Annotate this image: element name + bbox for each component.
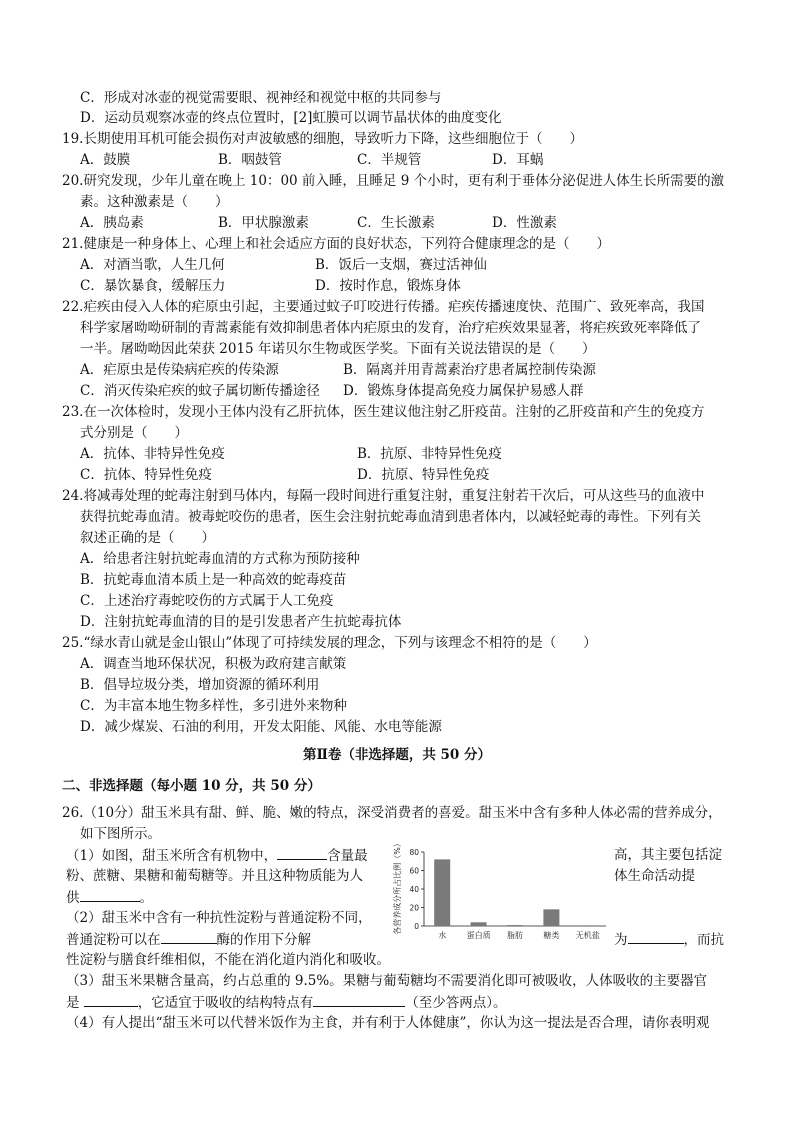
q26-sub2-text-f: 性淀粉与膳食纤维相似，不能在消化道内消化和吸收。: [66, 952, 390, 968]
q24-option-a: A．给患者注射抗蛇毒血清的方式称为预防接种: [80, 551, 360, 567]
q23-option-b: B．抗原、非特异性免疫: [357, 446, 502, 462]
category-label: 脂肪: [507, 931, 523, 940]
y-tick-label: 40: [409, 885, 419, 894]
q24-option-c: C．上述治疗毒蛇咬伤的方式属于人工免疫: [80, 593, 334, 609]
q22-option-d: D．锻炼身体提高免疫力属保护易感人群: [343, 383, 584, 399]
section-2-heading: 二、非选择题（每小题 10 分，共 50 分）: [62, 778, 321, 794]
answer-blank[interactable]: [277, 846, 327, 860]
bar: [471, 922, 487, 926]
q26-sub1-text-d: 粉、蔗糖、果糖和葡萄糖等。并且这种物质能为人: [66, 868, 363, 884]
question-20-line2: 素。这种激素是（ ）: [80, 194, 229, 210]
q24-option-b: B．抗蛇毒血清本质上是一种高效的蛇毒疫苗: [80, 572, 347, 588]
q26-sub2-text-b: 普通淀粉可以在: [66, 932, 161, 948]
q26-sub1-line1: [66, 846, 368, 865]
question-20-line1: 20.研究发现，少年儿童在晚上 10：00 前入睡，且睡足 9 个小时，更有利于垂体分泌促进人体生长所需要的激: [62, 173, 725, 189]
q19-option-b: B．咽鼓管: [218, 152, 282, 168]
q26-sub3-text-c: ，它适宜于吸收的结构特点有: [137, 995, 314, 1011]
y-tick-label: 20: [409, 903, 419, 913]
question-21: 21.健康是一种身体上、心理上和社会适应方面的良好状态，下列符合健康理念的是（ ）: [62, 236, 610, 252]
q26-sub2-text-e: ，而抗: [683, 932, 724, 948]
answer-blank[interactable]: [313, 993, 405, 1007]
question-24-line3: 叙述正确的是（ ）: [80, 530, 215, 546]
y-tick-label: 80: [409, 848, 419, 857]
y-tick-label: 0: [414, 922, 419, 931]
question-23-line1: 23.在一次体检时，发现小王体内没有乙肝抗体，医生建议他注射乙肝疫苗。注射的乙肝疫苗和产生的免疫方: [62, 404, 705, 420]
part-2-title: 第Ⅱ卷（非选择题，共 50 分）: [302, 747, 492, 763]
q20-option-d: D．性激素: [492, 215, 557, 231]
q26-sub4-text: （4）有人提出“甜玉米可以代替米饭作为主食，并有利于人体健康”，你认为这一提法是否合理，请你表明观: [66, 1015, 710, 1031]
question-26-line2: 如下图所示。: [80, 826, 161, 842]
q20-option-b: B．甲状腺激素: [218, 215, 309, 231]
q23-option-d: D．抗原、特异性免疫: [357, 467, 490, 483]
q23-option-a: A．抗体、非特异性免疫: [80, 446, 225, 462]
q26-sub2-text-a: （2）甜玉米中含有一种抗性淀粉与普通淀粉不同，: [66, 910, 372, 926]
q25-option-b: B．倡导垃圾分类，增加资源的循环利用: [80, 677, 320, 693]
answer-blank[interactable]: [84, 993, 138, 1007]
q24-option-d: D．注射抗蛇毒血清的目的是引发患者产生抗蛇毒抗体: [80, 614, 402, 630]
y-axis-label: 各营养成分所占比例（%）: [393, 839, 402, 935]
q26-sub1-text-g: 。: [139, 890, 153, 906]
bar: [434, 859, 450, 926]
option-d-prev: D．运动员观察冰壶的终点位置时，[2]虹膜可以调节晶状体的曲度变化: [80, 110, 502, 126]
q19-option-a: A．鼓膜: [80, 152, 131, 168]
q21-option-c: C．暴饮暴食，缓解压力: [80, 278, 226, 294]
q26-sub2-line2: [66, 930, 311, 949]
q22-option-c: C．消灭传染疟疾的蚊子属切断传播途径: [80, 383, 320, 399]
question-24-line2: 获得抗蛇毒血清。被毒蛇咬伤的患者，医生会注射抗蛇毒血清到患者体内，以减轻蛇毒的毒性。下列有关: [80, 509, 701, 525]
category-label: 无机盐: [575, 931, 600, 940]
q26-sub2-text-d: 为: [614, 932, 628, 948]
q21-option-a: A．对酒当歌，人生几何: [80, 257, 225, 273]
nutrient-bar-chart: [388, 838, 610, 946]
q21-option-d: D．按时作息，锻炼身体: [315, 278, 461, 294]
q19-option-d: D．耳蜗: [492, 152, 544, 168]
question-24-line1: 24.将减毒处理的蛇毒注射到马体内，每隔一段时间进行重复注射，重复注射若干次后，可从这些马的血液中: [62, 488, 705, 504]
bar: [507, 925, 523, 926]
q26-sub1-text-f: 供: [66, 890, 80, 906]
question-22-line1: 22.疟疾由侵入人体的疟原虫引起，主要通过蚊子叮咬进行传播。疟疾传播速度快、范围广、致死率高，我国: [62, 299, 705, 315]
q26-sub3-text-b: 是: [66, 995, 80, 1011]
q26-sub3-text-a: （3）甜玉米果糖含量高，约占总重的 9.5%。果糖与葡萄糖均不需要消化即可被吸收，人体吸收的主要器官: [66, 973, 708, 989]
q25-option-d: D．减少煤炭、石油的利用，开发太阳能、风能、水电等能源: [80, 719, 442, 735]
q25-option-c: C．为丰富本地生物多样性，多引进外来物种: [80, 698, 347, 714]
q26-sub1-text-b: 含量最: [327, 848, 368, 864]
bar: [543, 909, 559, 926]
q22-option-a: A．疟原虫是传染病疟疾的传染源: [80, 362, 279, 378]
q26-sub1-text-c: 高，其主要包括淀: [614, 847, 722, 863]
question-22-line3: 一半。屠呦呦因此荣获 2015 年诺贝尔生物或医学奖。下面有关说法错误的是（ ）: [80, 341, 596, 357]
q26-sub1-text-e: 体生命活动提: [614, 868, 695, 884]
question-25: 25.“绿水青山就是金山银山”体现了可持续发展的理念，下列与该理念不相符的是（ ）: [62, 635, 597, 651]
option-c-prev: C．形成对冰壶的视觉需要眼、视神经和视觉中枢的共同参与: [80, 90, 442, 106]
q26-sub3-line2: [66, 993, 507, 1012]
y-tick-label: 60: [409, 866, 419, 876]
question-26-line1: 26.（10分）甜玉米具有甜、鲜、脆、嫩的特点，深受消费者的喜爱。甜玉米中含有多种人体必需的营养成分，: [62, 805, 722, 821]
q22-option-b: B．隔离并用青蒿素治疗患者属控制传染源: [343, 362, 596, 378]
category-label: 蛋白质: [466, 931, 491, 940]
q26-sub2-line2-right: [614, 930, 724, 949]
bar: [580, 925, 596, 926]
category-label: 水: [438, 931, 447, 940]
q26-sub1-text-a: （1）如图，甜玉米所含有机物中，: [66, 848, 278, 864]
q26-sub2-text-c: 酶的作用下分解: [216, 932, 311, 948]
q26-sub3-text-d: （至少答两点）。: [405, 995, 507, 1011]
q19-option-c: C．半规管: [357, 152, 422, 168]
category-label: 糖类: [543, 931, 560, 940]
q21-option-b: B．饭后一支烟，赛过活神仙: [315, 257, 487, 273]
answer-blank[interactable]: [161, 930, 217, 944]
q26-sub1-line3: [66, 888, 153, 907]
q25-option-a: A．调查当地环保状况，积极为政府建言献策: [80, 656, 347, 672]
question-19: 19.长期使用耳机可能会损伤对声波敏感的细胞，导致听力下降，这些细胞位于（ ）: [62, 131, 583, 147]
answer-blank[interactable]: [628, 930, 684, 944]
question-23-line2: 式分别是（ ）: [80, 425, 188, 441]
q23-option-c: C．抗体、特异性免疫: [80, 467, 212, 483]
q20-option-a: A．胰岛素: [80, 215, 144, 231]
question-22-line2: 科学家屠呦呦研制的青蒿素能有效抑制患者体内疟原虫的发育，治疗疟疾效果显著，将疟疾致死率降低了: [80, 320, 701, 336]
answer-blank[interactable]: [80, 888, 140, 902]
q20-option-c: C．生长激素: [357, 215, 435, 231]
